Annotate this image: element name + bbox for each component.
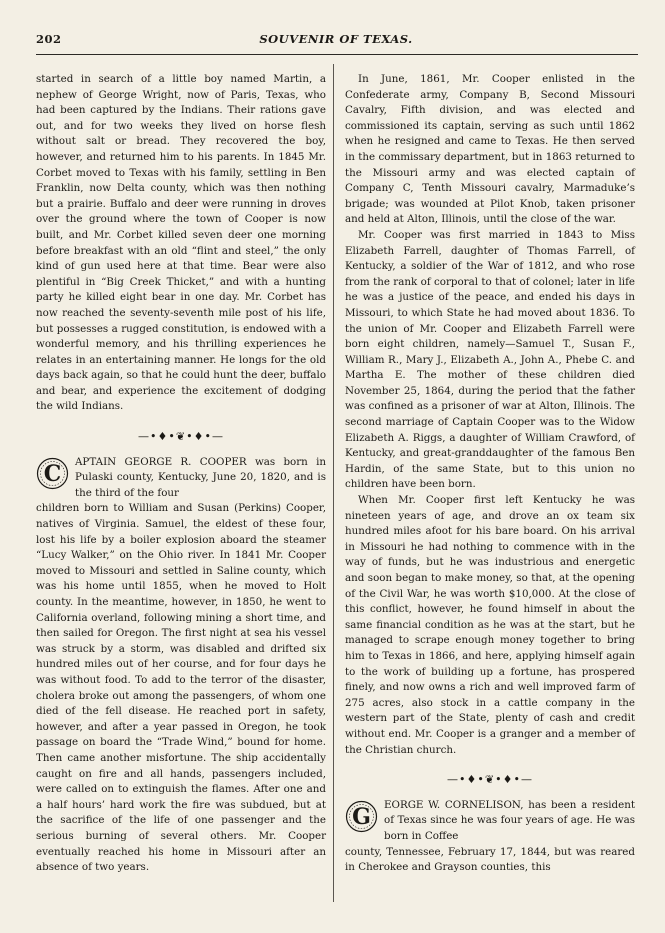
cornelison-bio-lead: EORGE W. CORNELISON, has been a resident of Texas since he was four years of age. He was born in Coffee <box>384 798 635 842</box>
cornelison-biography <box>345 798 635 876</box>
right-column <box>345 72 635 876</box>
cornelison-bio-body: county, Tennessee, February 17, 1844, but was reared in Cherokee and Grayson counties, this <box>345 845 635 874</box>
header-rule <box>36 54 638 55</box>
marriage-paragraph: Mr. Cooper was first married in 1843 to Miss Elizabeth Farrell, daughter of Thomas Farrell, of Kentucky, a soldier of the War of 1812, and who rose from the rank of corporal to that of colonel; later in life he was a justice of the peace, and ended his days in Missouri, to which State he had moved about 1836. To the union of Mr. Cooper and Elizabeth Farrell were born eight children, namely—Samuel T., Susan F., William R., Mary J., Elizabeth A., John A., Phebe C. and Martha E. The mother of these children died November 25, 1864, during the period that the father was confined as a prisoner of war at Alton, Illinois. The second marriage of Captain Cooper was to the Widow Elizabeth A. Riggs, a daughter of William Crawford, of Kentucky, and great-granddaughter of the famous Ben Hardin, of the same State, but to this union no children have been born. <box>345 228 635 491</box>
fortune-paragraph: When Mr. Cooper first left Kentucky he was nineteen years of age, and drove an ox team six hundred miles afoot for his bare board. On his arrival in Missouri he had nothing to commence with in the way of funds, but he was industrious and energetic and soon began to make money, so that, at the opening of the Civil War, he was worth $10,000. At the close of this conflict, however, he found himself in about the same financial condition as he was at the start, but he managed to scrape enough money together to bring him to Texas in 1866, and here, applying himself again to the work of building up a fortune, has prospered finely, and now owns a rich and well improved farm of 275 acres, also stock in a cattle company in the western part of the State, plenty of cash and credit without end. Mr. Cooper is a granger and a member of the Christian church. <box>345 494 635 756</box>
left-column <box>36 72 326 876</box>
cooper-bio-body: children born to William and Susan (Perkins) Cooper, natives of Virginia. Samuel, the eldest of these four, lost his life by a boiler explosion aboard the steamer “Lucy Walker,” on the Ohio river. In 1841 Mr. Cooper moved to Missouri and settled in Saline county, which was his home until 1855, when he moved to Holt county. In the meantime, however, in 1850, he went to California overland, following mining a short time, and then sailed for Oregon. The first night at sea his vessel was struck by a storm, was disabled and drifted six hundred miles out of her course, and for four days he was without food. To add to the terror of the disaster, cholera broke out among the passengers, of whom one died of the fell disease. He reached port in safety, however, and after a year passed in Oregon, he took passage on board the “Trade Wind,” bound for home. Then came another misfortune. The ship accidentally caught on fire and all hands, passengers included, were called on to extinguish the flames. After one and a half hours’ hard work the fire was subdued, but at the sacrifice of the life of one passenger and the serious burning of several others. Mr. Cooper eventually reached his home in Missouri after an absence of two years. <box>36 502 326 874</box>
corbet-paragraph: started in search of a little boy named Martin, a nephew of George Wright, now of Paris, Texas, who had been captured by the Indians. Their rations gave out, and for two weeks they lived on horse flesh without salt or bread. They recovered the boy, however, and returned him to his parents. In 1845 Mr. Corbet moved to Texas with his family, settling in Ben Franklin, now Delta county, which was then nothing but a prairie. Buffalo and deer were running in droves over the ground where the town of Cooper is now built, and Mr. Corbet killed seven deer one morning before breakfast with an old “flint and steel,” the only kind of gun used here at that time. Bear were also plentiful in “Big Creek Thicket,” and with a hunting party he killed eight bear in one day. Mr. Corbet has now reached the seventy-seventh mile post of his life, but possesses a rugged constitution, is endowed with a wonderful memory, and his thrilling experiences he relates in an entertaining manner. He longs for the old days back again, so that he could hunt the deer, buffalo and bear, and experience the excitement of dodging the wild Indians. <box>36 73 327 413</box>
drop-cap-g <box>345 800 378 833</box>
section-ornament: —•♦•❦•♦•— <box>138 430 224 444</box>
civil-war-paragraph: In June, 1861, Mr. Cooper enlisted in the Confederate army, Company B, Second Missouri Cavalry, Fifth division, and was elected and commissioned its captain, serving as such until 1862 when he resigned and came to Texas. He then served in the commissary department, but in 1863 returned to the Missouri army and was elected captain of Company C, Tenth Missouri cavalry, Marmaduke’s brigade; was wounded at Pilot Knob, taken prisoner and held at Alton, Illinois, until the close of the war. <box>345 73 635 226</box>
column-divider <box>333 64 334 902</box>
running-title: SOUVENIR OF TEXAS. <box>259 32 413 46</box>
drop-cap-ornament-icon <box>345 800 378 833</box>
drop-cap-letter: C <box>43 460 62 487</box>
drop-cap-c <box>36 457 69 490</box>
page-number: 202 <box>36 32 62 46</box>
section-ornament: —•♦•❦•♦•— <box>447 773 533 787</box>
drop-cap-ornament-icon <box>36 457 69 490</box>
drop-cap-letter: G <box>352 803 371 830</box>
cooper-bio-lead: APTAIN GEORGE R. COOPER was born in Pulaski county, Kentucky, June 20, 1820, and is the third of the four <box>75 455 326 499</box>
page-header <box>36 28 636 50</box>
cooper-biography <box>36 455 326 876</box>
